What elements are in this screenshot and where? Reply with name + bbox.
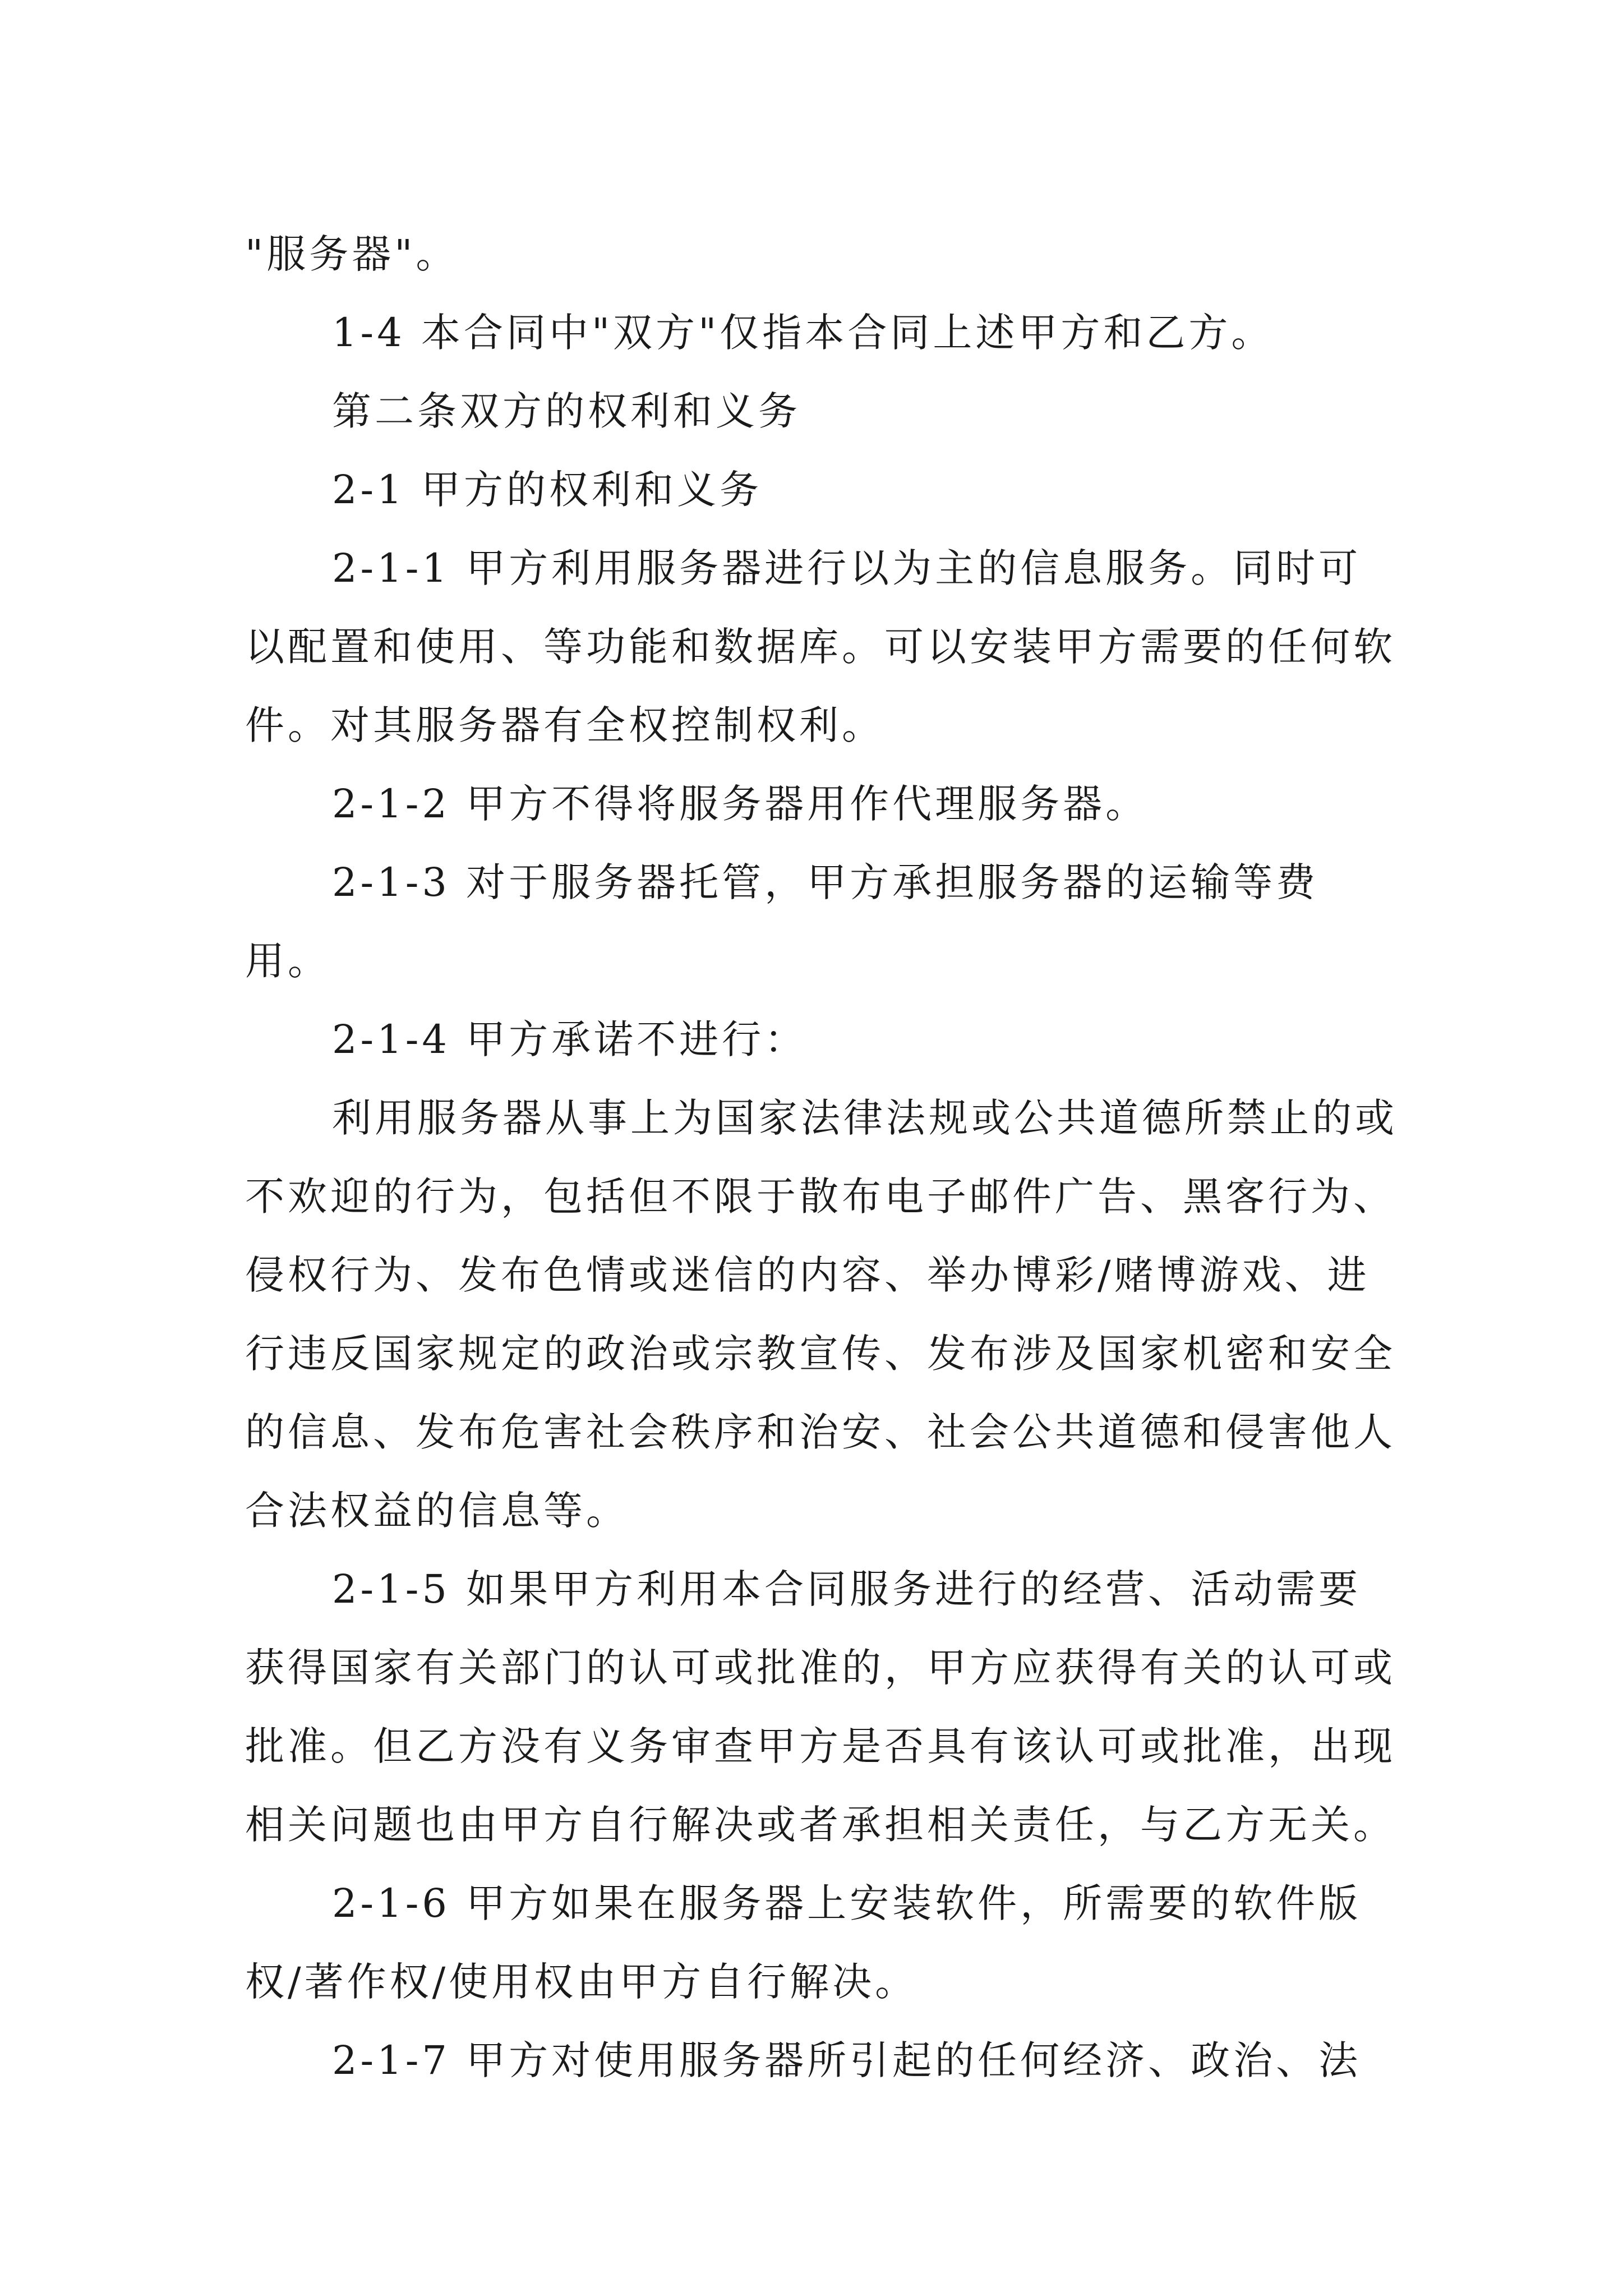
- paragraph-clause-1-4: 1-4 本合同中"双方"仅指本合同上述甲方和乙方。: [332, 310, 1274, 356]
- paragraph-clause-2-1-4: 2-1-4 甲方承诺不进行：: [332, 1016, 808, 1062]
- paragraph-clause-2-1-6: 2-1-6 甲方如果在服务器上安装软件，所需要的软件版权/著作权/使用权由甲方自行解决。: [245, 1880, 1362, 2005]
- paragraph-clause-2-1-3: 2-1-3 对于服务器托管，甲方承担服务器的运输等费用。: [245, 859, 1319, 984]
- paragraph-continuation: "服务器"。: [245, 231, 459, 277]
- paragraph-clause-2-1-1: 2-1-1 甲方利用服务器进行以为主的信息服务。同时可以配置和使用、等功能和数据库。可以安装甲方需要的任何软件。对其服务器有全权控制权利。: [245, 545, 1396, 748]
- paragraph-clause-2-1-2: 2-1-2 甲方不得将服务器用作代理服务器。: [332, 781, 1149, 827]
- document-body: [245, 215, 1400, 2100]
- subsection-heading-2-1: 2-1 甲方的权利和义务: [332, 467, 762, 513]
- paragraph-clause-2-1-4-detail: 利用服务器从事上为国家法律法规或公共道德所禁止的或不欢迎的行为，包括但不限于散布电子邮件广告、黑客行为、侵权行为、发布色情或迷信的内容、举办博彩/赌博游戏、进行违反国家规定的政治或宗教宣传、发布涉及国家机密和安全的信息、发布危害社会秩序和治安、社会公共道德和侵害他人合法权益的信息等。: [245, 1095, 1398, 1534]
- section-heading-article-2: 第二条双方的权利和义务: [332, 388, 801, 434]
- paragraph-clause-2-1-5: 2-1-5 如果甲方利用本合同服务进行的经营、活动需要获得国家有关部门的认可或批准的，甲方应获得有关的认可或批准。但乙方没有义务审查甲方是否具有该认可或批准，出现相关问题也由甲方自行解决或者承担相关责任，与乙方无关。: [245, 1566, 1396, 1848]
- paragraph-clause-2-1-7: 2-1-7 甲方对使用服务器所引起的任何经济、政治、法: [332, 2037, 1362, 2083]
